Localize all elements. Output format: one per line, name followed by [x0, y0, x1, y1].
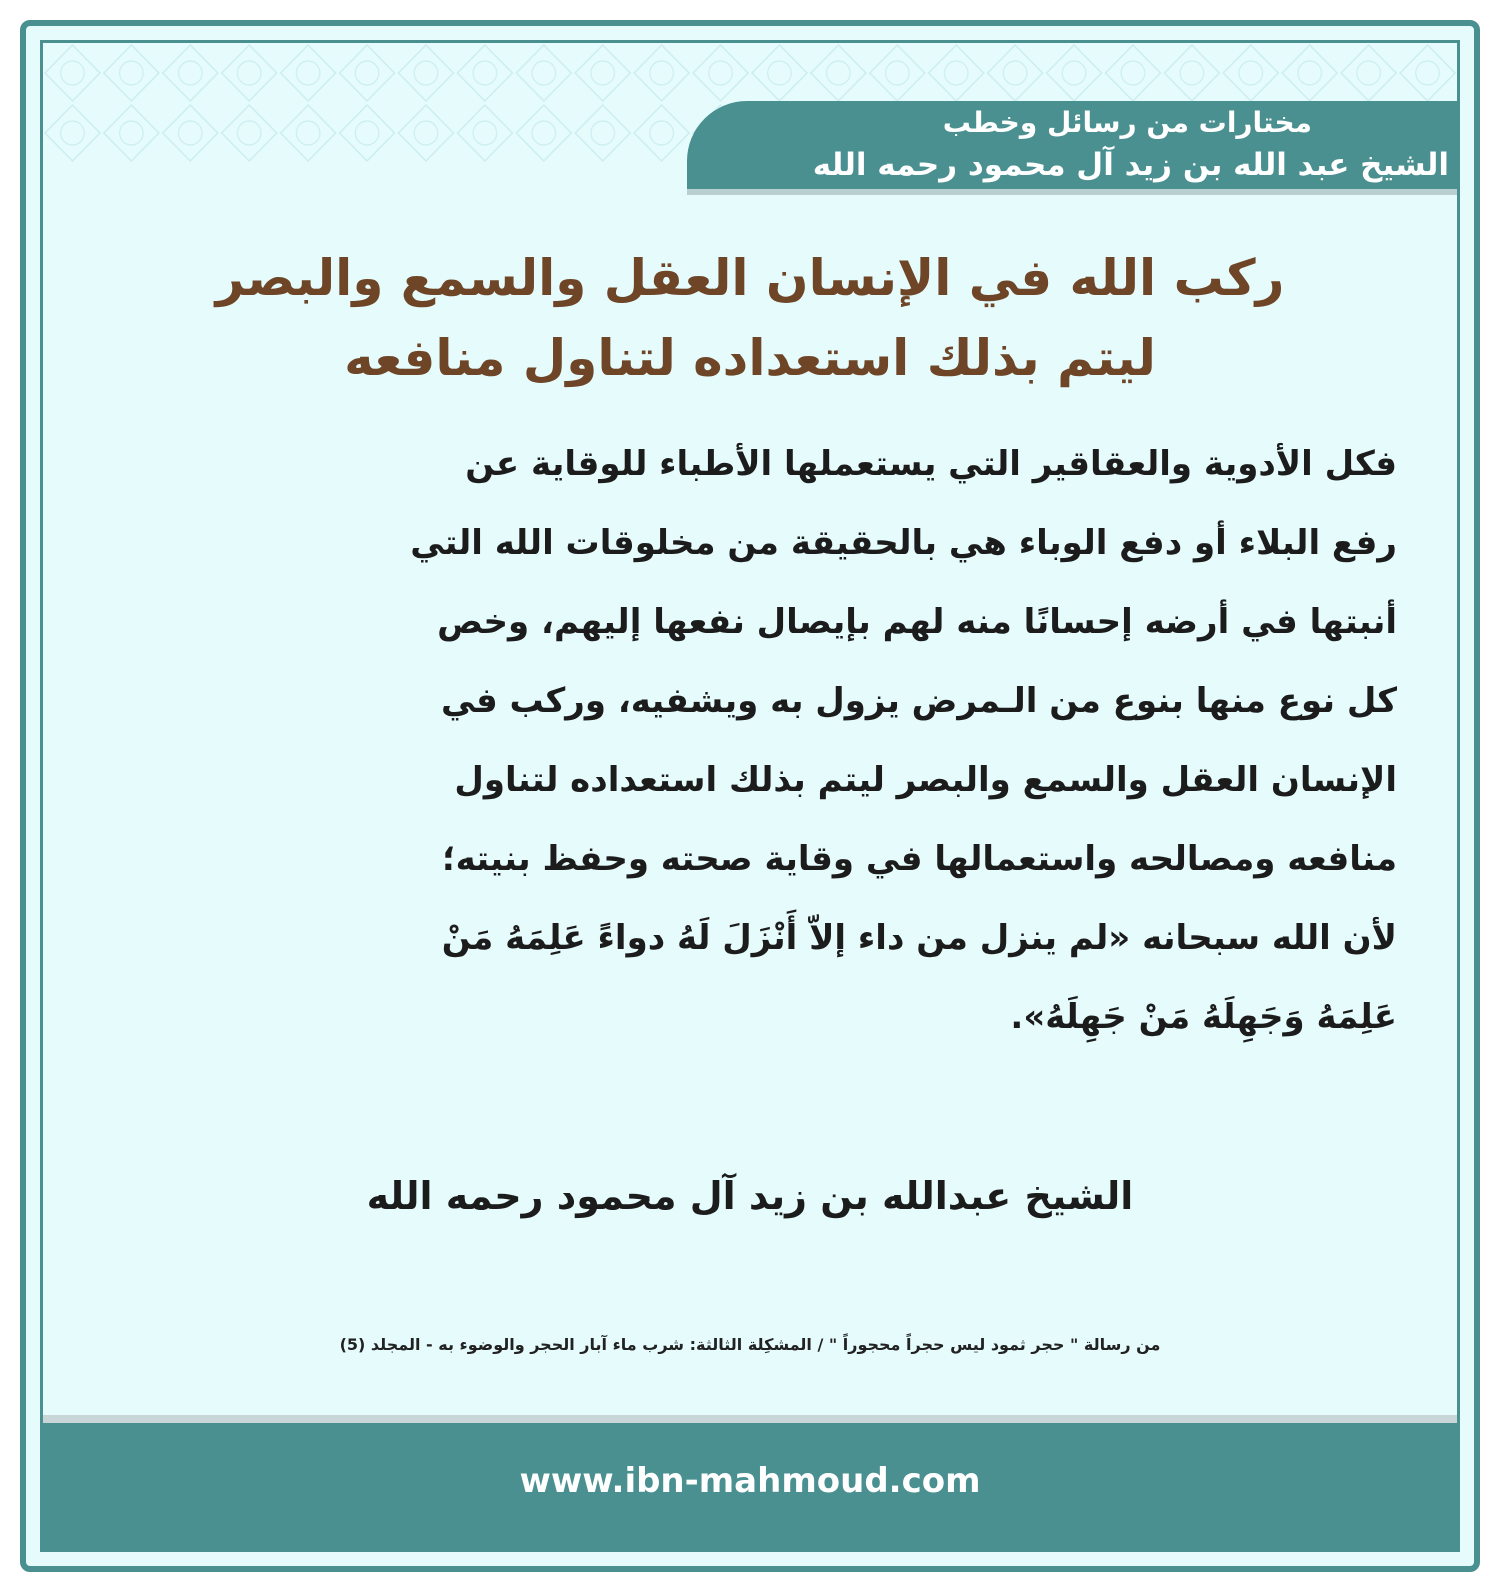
header-author-name: الشيخ عبد الله بن زيد آل محمود رحمه الله	[812, 147, 1449, 183]
source-note: من رسالة " حجر ثمود ليس حجراً محجوراً " / المشكِلة الثالثة: شرب ماء آبار الحجر والوضوء به - المجلد (5)	[339, 1335, 1161, 1354]
header-series-title: مختارات من رسائل وخطب	[942, 106, 1312, 139]
outer-frame	[20, 20, 1480, 1572]
card	[40, 40, 1460, 1552]
body-line-8: عَلِمَهُ وَجَهِلَهُ مَنْ جَهِلَهُ».	[1010, 997, 1397, 1037]
footer-bar	[43, 1423, 1457, 1549]
body-paragraph	[138, 425, 1397, 1057]
body-line-6: منافعه ومصالحه واستعمالها في وقاية صحته وحفظ بنيته؛	[441, 839, 1397, 879]
body-line-5: الإنسان العقل والسمع والبصر ليتم بذلك استعداده لتناول	[454, 760, 1397, 800]
body-line-3: أنبتها في أرضه إحسانًا منه لهم بإيصال نفعها إليهم، وخص	[437, 602, 1397, 642]
main-title-line-2: ليتم بذلك استعداده لتناول منافعه	[344, 329, 1156, 387]
body-line-1: فكل الأدوية والعقاقير التي يستعملها الأطباء للوقاية عن	[465, 444, 1397, 484]
header-banner	[687, 101, 1457, 189]
website-link[interactable]: www.ibn-mahmoud.com	[519, 1461, 981, 1501]
main-title-line-1: ركب الله في الإنسان العقل والسمع والبصر	[215, 249, 1285, 307]
main-title	[83, 238, 1417, 398]
body-line-2: رفع البلاء أو دفع الوباء هي بالحقيقة من مخلوقات الله التي	[410, 523, 1397, 563]
body-line-4: كل نوع منها بنوع من الـمرض يزول به ويشفيه، وركب في	[441, 681, 1397, 721]
signature: الشيخ عبدالله بن زيد آل محمود رحمه الله	[366, 1174, 1134, 1218]
footer-divider	[43, 1415, 1457, 1423]
body-line-7: لأن الله سبحانه «لم ينزل من داء إلاّ أَنْزَلَ لَهُ دواءً عَلِمَهُ مَنْ	[441, 918, 1397, 958]
